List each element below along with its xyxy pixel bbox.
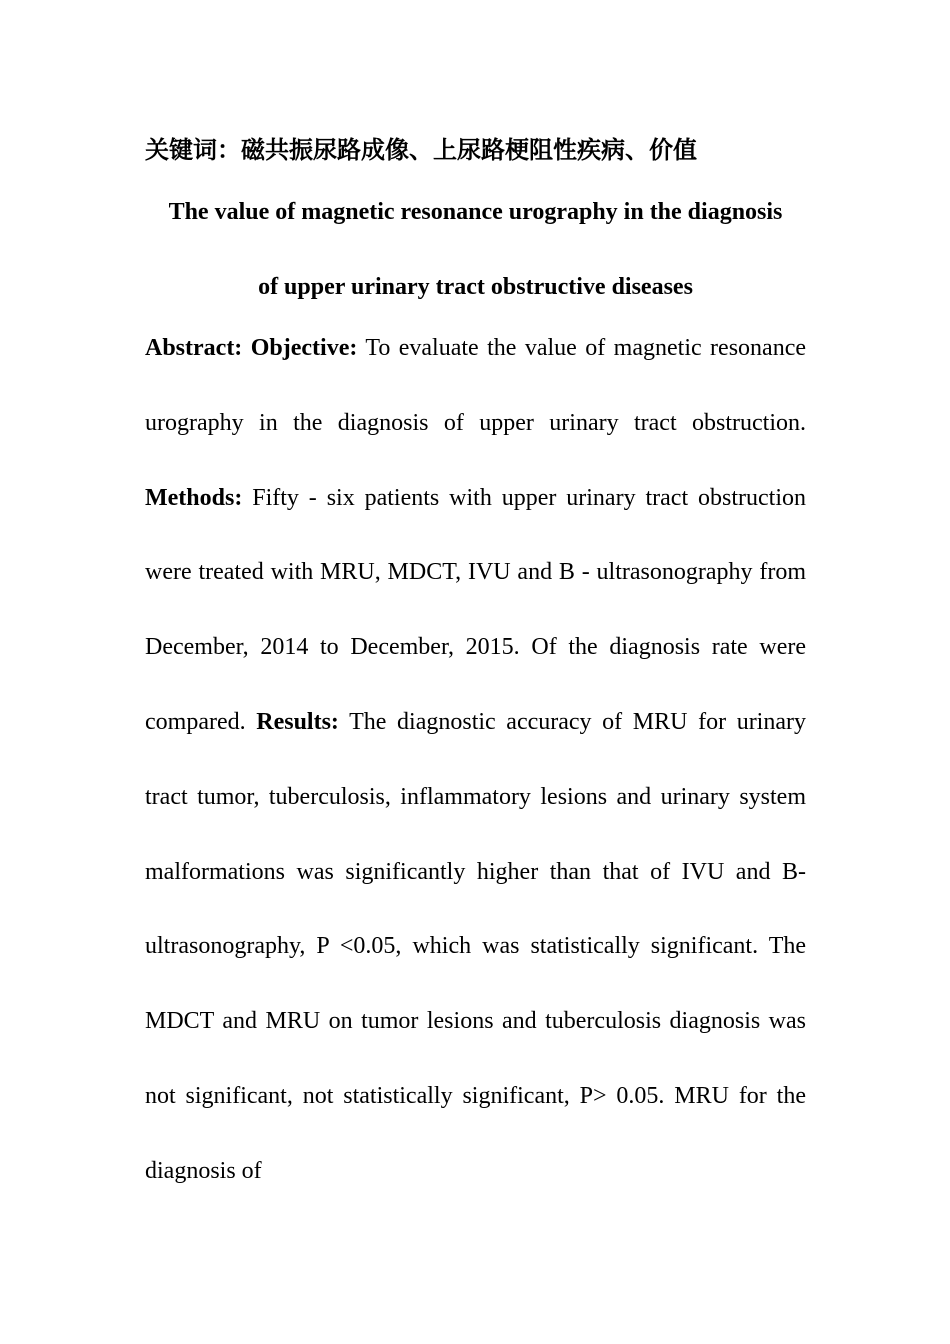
abstract-section [145, 311, 806, 1209]
title-line-2: of upper urinary tract obstructive diseases [258, 274, 693, 300]
methods-label: Methods: [145, 484, 243, 511]
keywords-line: 关键词：磁共振尿路成像、上尿路梗阻性疾病、价值 [145, 136, 697, 164]
methods-text: Fifty - six patients with upper urinary tract obstruction were treated with MRU, MDCT, IVU and B - ultrasonography from December, 2014 to December, 2015. Of the diagnosis rate were compared. [145, 484, 806, 735]
document-page [145, 132, 806, 1209]
objective-label: Objective: [250, 335, 358, 361]
objective-text: To evaluate the value of magnetic resonance urography in the diagnosis of upper urinary tract obstruction. [145, 335, 806, 436]
abstract-label: Abstract: [145, 335, 243, 361]
results-label: Results: [256, 708, 339, 735]
paper-title [145, 198, 806, 301]
title-line-1: The value of magnetic resonance urography in the diagnosis [168, 199, 783, 225]
results-text: The diagnostic accuracy of MRU for urinary tract tumor, tuberculosis, inflammatory lesions and urinary system malformations was significantly higher than that of IVU and B-ultrasonography, P <0.05, which was statistically significant. The MDCT and MRU on tumor lesions and tuberculosis diagnosis was not significant, not statistically significant, P> 0.05. MRU for the diagnosis of [145, 708, 806, 1184]
abstract-paragraph [145, 311, 806, 1209]
